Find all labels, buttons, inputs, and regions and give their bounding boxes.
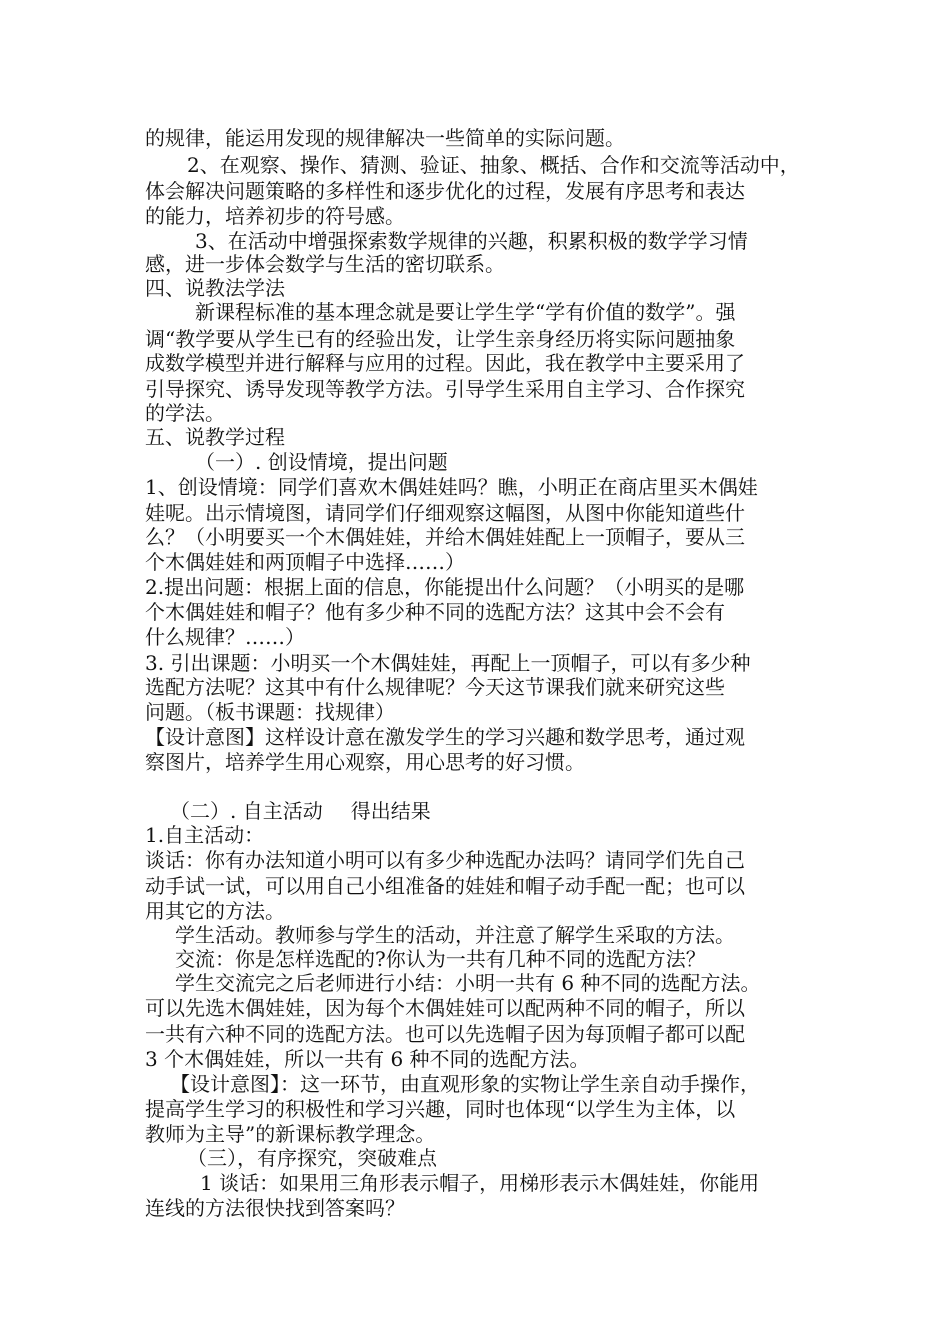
subsection-heading: （三），有序探究，突破难点 <box>187 1146 437 1170</box>
text-line: 谈话：你有办法知道小明可以有多少种选配办法吗？请同学们先自己 <box>145 848 745 872</box>
text-line: 动手试一试，可以用自己小组准备的娃娃和帽子动手配一配；也可以 <box>145 874 745 898</box>
section-heading: 四、说教法学法 <box>145 276 285 300</box>
text-line: 可以先选木偶娃娃，因为每个木偶娃娃可以配两种不同的帽子，所以 <box>145 996 745 1020</box>
text-line: 2.提出问题：根据上面的信息，你能提出什么问题？（小明买的是哪 <box>145 575 745 599</box>
text-line: 个木偶娃娃和两顶帽子中选择……） <box>145 550 465 574</box>
text-line: 成数学模型并进行解释与应用的过程。因此，我在教学中主要采用了 <box>145 351 745 375</box>
text-line: 的学法。 <box>145 401 225 425</box>
text-line: 体会解决问题策略的多样性和逐步优化的过程，发展有序思考和表达 <box>145 179 745 203</box>
text-line: 2、在观察、操作、猜测、验证、抽象、概括、合作和交流等活动中， <box>187 153 800 177</box>
text-line: 提高学生学习的积极性和学习兴趣，同时也体现“以学生为主体，以 <box>145 1097 736 1121</box>
text-line: 察图片，培养学生用心观察，用心思考的好习惯。 <box>145 750 585 774</box>
text-line: 教师为主导”的新课标教学理念。 <box>145 1122 436 1146</box>
text-line: 问题。（板书课题：找规律） <box>145 700 395 724</box>
subsection-heading: （一）. 创设情境，提出问题 <box>195 450 448 474</box>
text-line: 么？（小明要买一个木偶娃娃，并给木偶娃娃配上一顶帽子，要从三 <box>145 525 745 549</box>
text-line: 引导探究、诱导发现等教学方法。引导学生采用自主学习、合作探究 <box>145 377 745 401</box>
text-line: 1、创设情境：同学们喜欢木偶娃娃吗？瞧，小明正在商店里买木偶娃 <box>145 475 758 499</box>
text-line: 连线的方法很快找到答案吗？ <box>145 1196 405 1220</box>
text-line: 娃呢。出示情境图，请同学们仔细观察这幅图，从图中你能知道些什 <box>145 501 745 525</box>
text-line: 个木偶娃娃和帽子？他有多少种不同的选配方法？这其中会不会有 <box>145 600 725 624</box>
text-line: 调“教学要从学生已有的经验出发，让学生亲身经历将实际问题抽象 <box>145 327 736 351</box>
text-line: 的能力，培养初步的符号感。 <box>145 204 405 228</box>
text-line: 新课程标准的基本理念就是要让学生学“学有价值的数学”。强 <box>195 300 736 324</box>
section-heading: 五、说教学过程 <box>145 425 285 449</box>
text-line: 3、在活动中增强探索数学规律的兴趣，积累积极的数学学习情 <box>195 229 748 253</box>
subsection-heading-part: （二）. 自主活动 <box>170 799 323 823</box>
subsection-heading-part: 得出结果 <box>350 799 431 823</box>
text-line: 的规律，能运用发现的规律解决一些简单的实际问题。 <box>145 126 625 150</box>
text-line: 感，进一步体会数学与生活的密切联系。 <box>145 252 505 276</box>
text-line: 3 个木偶娃娃，所以一共有 6 种不同的选配方法。 <box>145 1047 590 1071</box>
text-line: 什么规律？……） <box>145 625 305 649</box>
text-line: 选配方法呢？这其中有什么规律呢？今天这节课我们就来研究这些 <box>145 675 725 699</box>
text-line: 学生活动。教师参与学生的活动，并注意了解学生采取的方法。 <box>175 923 735 947</box>
text-line: 学生交流完之后老师进行小结：小明一共有 6 种不同的选配方法。 <box>175 971 761 995</box>
text-line: 【设计意图】这样设计意在激发学生的学习兴趣和数学思考，通过观 <box>145 725 745 749</box>
text-line: 用其它的方法。 <box>145 899 285 923</box>
text-line: 一共有六种不同的选配方法。也可以先选帽子因为每顶帽子都可以配 <box>145 1022 745 1046</box>
text-line: 3. 引出课题：小明买一个木偶娃娃，再配上一顶帽子，可以有多少种 <box>145 651 751 675</box>
text-line: 1 谈话：如果用三角形表示帽子，用梯形表示木偶娃娃，你能用 <box>200 1171 760 1195</box>
text-line: 交流：你是怎样选配的?你认为一共有几种不同的选配方法？ <box>175 947 706 971</box>
text-line: 【设计意图】：这一环节，由直观形象的实物让学生亲自动手操作， <box>170 1072 760 1096</box>
text-line: 1.自主活动： <box>145 823 265 847</box>
subsection-heading <box>170 798 431 824</box>
